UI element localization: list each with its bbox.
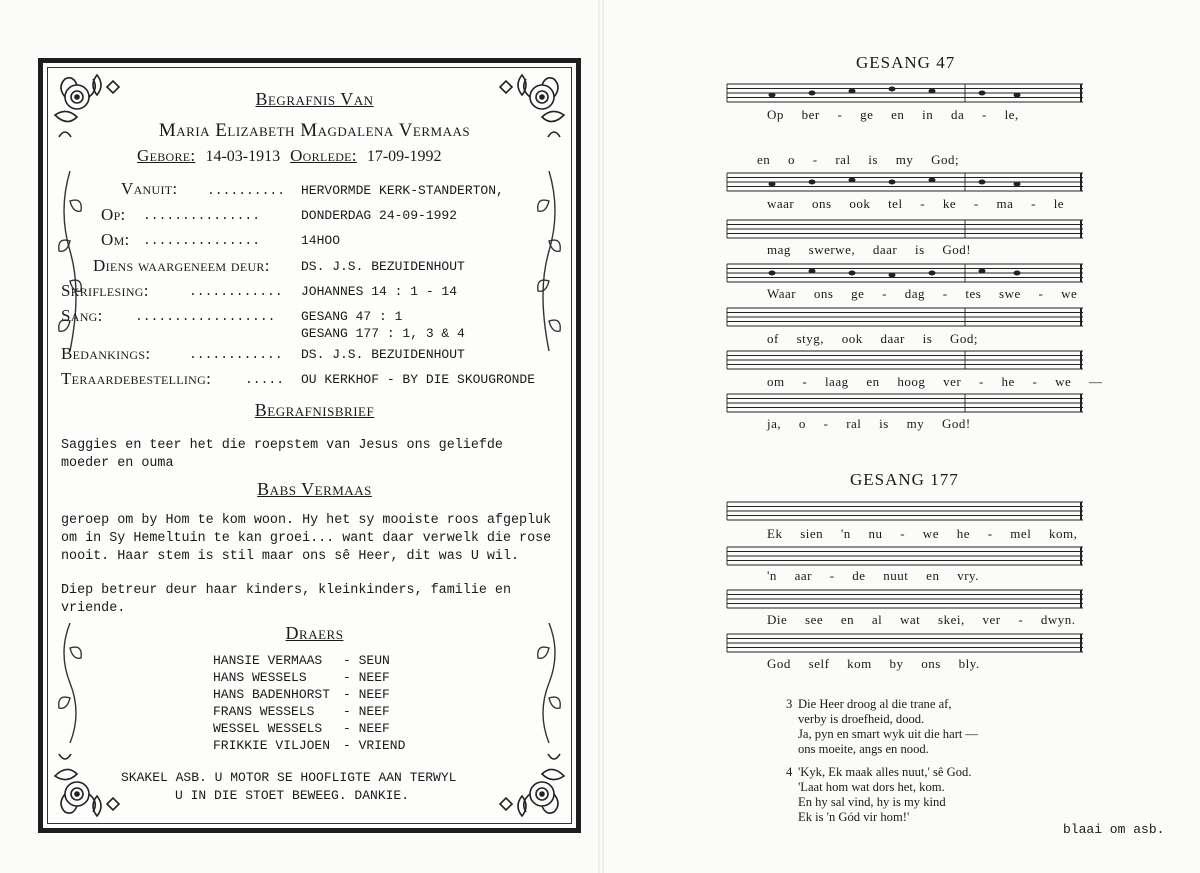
verse-line: 'Laat hom wat dors het, kom. [798,780,945,794]
letter-paragraph-1: Saggies en teer het die roepstem van Jesus ons geliefde moeder en ouma [61,438,503,471]
detail-label: Om: [101,230,130,249]
bearer-name: FRIKKIE VILJOEN [213,738,331,753]
lyric-line: ja, o - ral is my God! [767,416,971,431]
died-value: 17-09-1992 [366,148,442,165]
detail-dots: .......... [207,183,286,198]
detail-dots: ............... [143,208,261,223]
deceased-short-name: Babs Vermaas [257,479,372,499]
lyric-line: waar ons ook tel - ke - ma - le [767,196,1065,211]
lyric-line: Op ber - ge en in da - le, [767,107,1019,122]
music-staff [727,82,1083,104]
detail-value: GESANG 177 : 1, 3 & 4 [301,326,465,341]
bearers-heading: Draers [285,623,344,643]
lyric-line: en o - ral is my God; [757,152,960,167]
music-staff [727,262,1083,284]
lyric-line: of styg, ook daar is God; [767,331,979,346]
music-staff [727,588,1083,610]
detail-value: HERVORMDE KERK-STANDERTON, [301,183,504,198]
verse-line: Ja, pyn en smart wyk uit die hart — [798,727,979,741]
lyric-line: mag swerwe, daar is God! [767,242,972,257]
verse-4 [798,765,971,825]
bearer-name: WESSEL WESSELS [213,721,323,736]
music-staff [727,349,1083,371]
notice-line-2: U IN DIE STOET BEWEEG. DANKIE. [175,788,410,803]
bearer-relation: - SEUN [343,653,390,668]
detail-value: 14HOO [301,233,341,248]
bearer-relation: - NEEF [343,704,390,719]
verse-line: En hy sal vind, hy is my kind [798,795,946,809]
letter-paragraph-3: Diep betreur deur haar kinders, kleinkinders, familie en vriende. [61,583,511,616]
lyric-line: 'n aar - de nuut en vry. [767,568,979,583]
lyric-line: Die see en al wat skei, ver - dwyn. [767,612,1076,627]
detail-value: DS. J.S. BEZUIDENHOUT [301,259,465,274]
hymn-47-title: GESANG 47 [856,53,956,72]
music-staff [727,500,1083,522]
detail-value: GESANG 47 : 1 [301,309,403,324]
bearer-relation: - NEEF [343,670,390,685]
detail-dots: ..... [245,372,285,387]
music-staff [727,218,1083,240]
music-staff [727,545,1083,567]
verse-3 [798,697,978,757]
vine-icon [532,171,566,351]
letter-paragraph-2: geroep om by Hom te kom woon. Hy het sy mooiste roos afgepluk om in Sy Hemeltuin te kan groei... want daar verwelk die rose nooit. Haar stem is stil maar ons sê Heer, dit was U wil. [61,513,552,564]
detail-label: Vanuit: [121,179,178,198]
lyric-line: Waar ons ge - dag - tes swe - we [767,286,1078,301]
floral-corner-icon [472,67,572,167]
bearer-relation: - NEEF [343,687,390,702]
detail-value: OU KERKHOF - BY DIE SKOUGRONDE [301,372,536,387]
floral-corner-icon [47,67,147,167]
verse-line: 'Kyk, Ek maak alles nuut,' sê God. [798,765,972,779]
card-title: Begrafnis Van [255,89,374,109]
music-staff [727,171,1083,193]
deceased-name: Maria Elizabeth Magdalena Vermaas [158,120,471,141]
lyric-line: God self kom by ons bly. [767,656,980,671]
verse-line: ons moeite, angs en nood. [798,742,929,756]
hymn-177-title: GESANG 177 [850,470,959,489]
detail-dots: ............ [189,347,283,362]
detail-value: DS. J.S. BEZUIDENHOUT [301,347,465,362]
detail-value: DONDERDAG 24-09-1992 [301,208,458,223]
detail-label: Teraardebestelling: [61,369,212,388]
lyric-line: om - laag en hoog ver - he - we — [767,374,1103,389]
born-label: Gebore: [137,146,196,165]
music-staff [727,306,1083,328]
detail-value: JOHANNES 14 : 1 - 14 [301,284,458,299]
detail-label: Bedankings: [61,344,151,363]
lyric-line: Ek sien 'n nu - we he - mel kom, [767,526,1078,541]
dates-line [137,146,441,166]
bearer-name: HANSIE VERMAAS [213,653,323,668]
verse-3-number: 3 [786,697,793,711]
detail-dots: .................. [135,309,276,324]
detail-dots: ............... [143,233,261,248]
bearer-relation: - VRIEND [343,738,406,753]
bearer-name: HANS WESSELS [213,670,307,685]
detail-label: Skriflesing: [61,281,149,300]
detail-label: Diens waargeneem deur: [93,256,270,275]
detail-dots: ............ [189,284,283,299]
born-value: 14-03-1913 [205,148,281,165]
verse-line: Die Heer droog al die trane af, [798,697,952,711]
died-label: Oorlede: [290,146,357,165]
bearer-name: FRANS WESSELS [213,704,315,719]
detail-label: Sang: [61,306,103,325]
detail-label: Op: [101,205,126,224]
music-staff [727,632,1083,654]
letter-heading: Begrafnisbrief [254,400,375,420]
funeral-card [38,58,581,833]
bearer-relation: - NEEF [343,721,390,736]
music-staff [727,392,1083,414]
verse-4-number: 4 [786,765,793,779]
notice-line-1: SKAKEL ASB. U MOTOR SE HOOFLIGTE AAN TERWYL [121,770,457,785]
verse-line: verby is droefheid, dood. [798,712,925,726]
bearer-name: HANS BADENHORST [213,687,331,702]
verse-line: Ek is 'n Gód vir hom!' [798,810,910,824]
turn-over-note: blaai om asb. [1063,822,1165,837]
